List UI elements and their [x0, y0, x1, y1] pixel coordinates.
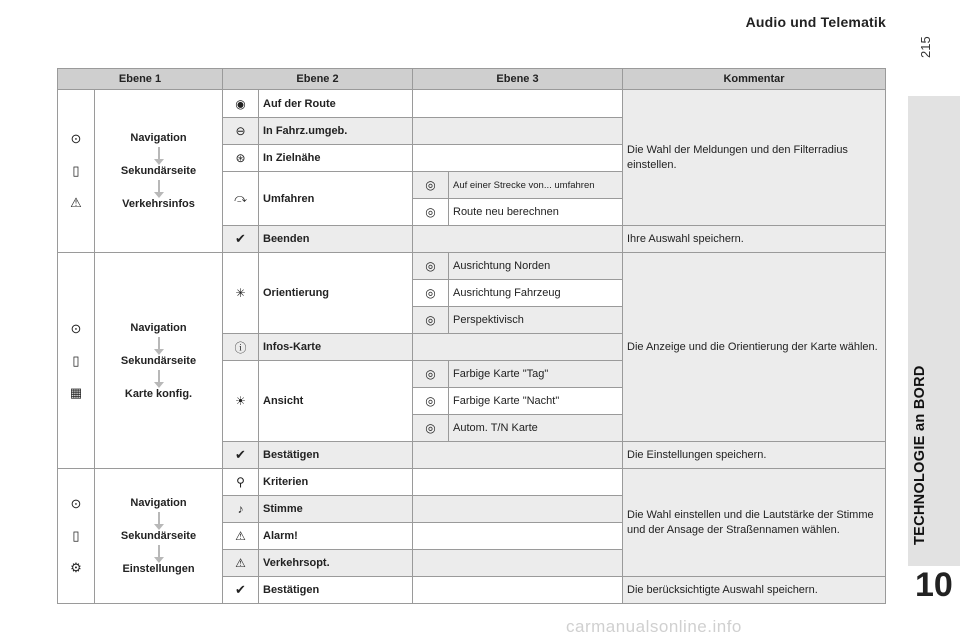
level3-label: Perspektivisch	[449, 307, 623, 334]
level2-label: Umfahren	[259, 172, 413, 226]
navigation-icon: ⊙	[70, 496, 82, 511]
warning-icon: ⚠	[235, 529, 246, 543]
surroundings-icon: ⊖	[235, 124, 246, 138]
level3-label: Auf einer Strecke von... umfahren	[449, 172, 623, 199]
radio-option-icon: ◎	[425, 367, 436, 381]
page-number: 215	[918, 36, 933, 58]
page-icon: ▯	[72, 352, 80, 368]
radio-option-icon: ◎	[425, 421, 436, 435]
traffic-icon: ⚠	[235, 556, 246, 570]
table-row	[58, 90, 886, 118]
radio-option-icon: ◎	[425, 286, 436, 300]
level3-empty	[413, 550, 623, 577]
chapter-number: 10	[915, 566, 953, 604]
level3-empty	[413, 469, 623, 496]
header-kommentar: Kommentar	[623, 69, 886, 90]
level2-label: Orientierung	[259, 253, 413, 334]
arrow-down-icon	[158, 147, 160, 159]
level1-label: Sekundärseite	[120, 530, 197, 542]
comment-cell: Die berücksichtigte Auswahl speichern.	[623, 577, 886, 604]
level3-empty	[413, 496, 623, 523]
watermark: carmanualsonline.info	[566, 617, 742, 636]
radio-option-icon: ◎	[425, 178, 436, 192]
level3-label: Autom. T/N Karte	[449, 415, 623, 442]
route-icon: ◉	[235, 96, 246, 111]
level2-label: Ansicht	[259, 361, 413, 442]
arrow-down-icon	[158, 370, 160, 382]
traffic-icon: ⚠	[70, 195, 82, 210]
info-icon: ⓘ	[234, 340, 247, 355]
level1-label: Navigation	[130, 497, 187, 509]
level2-label: Auf der Route	[259, 90, 413, 118]
arrow-down-icon	[158, 180, 160, 192]
level1-icons	[58, 469, 95, 604]
level1-path	[95, 469, 223, 604]
page-icon: ▯	[72, 528, 80, 543]
table-header-row	[58, 69, 886, 90]
checkmark-icon: ✔	[235, 447, 246, 462]
arrow-down-icon	[158, 545, 160, 557]
chapter-title	[912, 505, 928, 545]
level3-label: Route neu berechnen	[449, 199, 623, 226]
level3-empty	[413, 118, 623, 145]
level2-label: Kriterien	[259, 469, 413, 496]
compass-icon: ✳	[235, 286, 246, 300]
comment-cell: Ihre Auswahl speichern.	[623, 226, 886, 253]
menu-table	[57, 68, 886, 604]
level3-empty	[413, 577, 623, 604]
level1-label: Einstellungen	[122, 563, 195, 575]
level1-path	[95, 253, 223, 469]
level3-label: Ausrichtung Fahrzeug	[449, 280, 623, 307]
level3-label: Farbige Karte "Tag"	[449, 361, 623, 388]
level3-label: Farbige Karte "Nacht"	[449, 388, 623, 415]
comment-cell: Die Anzeige und die Orientierung der Karte wählen.	[623, 253, 886, 442]
voice-icon: ♪	[237, 502, 244, 516]
radio-option-icon: ◎	[425, 205, 436, 219]
level3-empty	[413, 226, 623, 253]
table-row	[58, 469, 886, 496]
level2-label: Bestätigen	[259, 577, 413, 604]
navigation-icon: ⊙	[70, 320, 82, 336]
comment-cell: Die Wahl der Meldungen und den Filterradius einstellen.	[623, 90, 886, 226]
level2-label: Stimme	[259, 496, 413, 523]
level1-label: Karte konfig.	[124, 387, 193, 400]
navigation-icon: ⊙	[70, 131, 82, 146]
comment-cell: Die Einstellungen speichern.	[623, 442, 886, 469]
checkmark-icon: ✔	[235, 582, 246, 597]
radio-option-icon: ◎	[425, 259, 436, 273]
page-header-title: Audio und Telematik	[745, 14, 886, 30]
level2-label: Beenden	[259, 226, 413, 253]
level1-path	[95, 90, 223, 253]
level1-label: Navigation	[130, 321, 187, 334]
level2-label: In Fahrz.umgeb.	[259, 118, 413, 145]
page-icon: ▯	[72, 163, 80, 178]
detour-icon: ⤼	[234, 191, 247, 205]
table-row	[58, 253, 886, 280]
level3-label: Ausrichtung Norden	[449, 253, 623, 280]
level3-empty	[413, 90, 623, 118]
day-night-icon: ☀	[235, 394, 246, 408]
level3-empty	[413, 442, 623, 469]
header-ebene-1: Ebene 1	[58, 69, 223, 90]
level2-label: Verkehrsopt.	[259, 550, 413, 577]
header-ebene-2: Ebene 2	[223, 69, 413, 90]
radio-option-icon: ◎	[425, 394, 436, 408]
level1-label: Sekundärseite	[120, 165, 197, 177]
level2-label: Bestätigen	[259, 442, 413, 469]
arrow-down-icon	[158, 512, 160, 524]
criteria-icon: ⚲	[236, 475, 245, 489]
level3-empty	[413, 523, 623, 550]
level1-label: Sekundärseite	[120, 354, 197, 367]
level3-empty	[413, 145, 623, 172]
level1-label: Verkehrsinfos	[122, 198, 195, 210]
checkmark-icon: ✔	[235, 231, 246, 246]
level1-label: Navigation	[130, 132, 187, 144]
level1-icons	[58, 253, 95, 469]
level2-label: In Zielnähe	[259, 145, 413, 172]
settings-icon: ⚙	[70, 560, 82, 575]
level2-label: Infos-Karte	[259, 334, 413, 361]
level2-label: Alarm!	[259, 523, 413, 550]
header-ebene-3: Ebene 3	[413, 69, 623, 90]
map-grid-icon: ▦	[69, 384, 83, 400]
destination-icon: ⊛	[235, 151, 246, 165]
radio-option-icon: ◎	[425, 313, 436, 327]
arrow-down-icon	[158, 337, 160, 349]
comment-cell: Die Wahl einstellen und die Lautstärke der Stimme und der Ansage der Straßennamen wählen.	[623, 469, 886, 577]
level3-empty	[413, 334, 623, 361]
level1-icons	[58, 90, 95, 253]
